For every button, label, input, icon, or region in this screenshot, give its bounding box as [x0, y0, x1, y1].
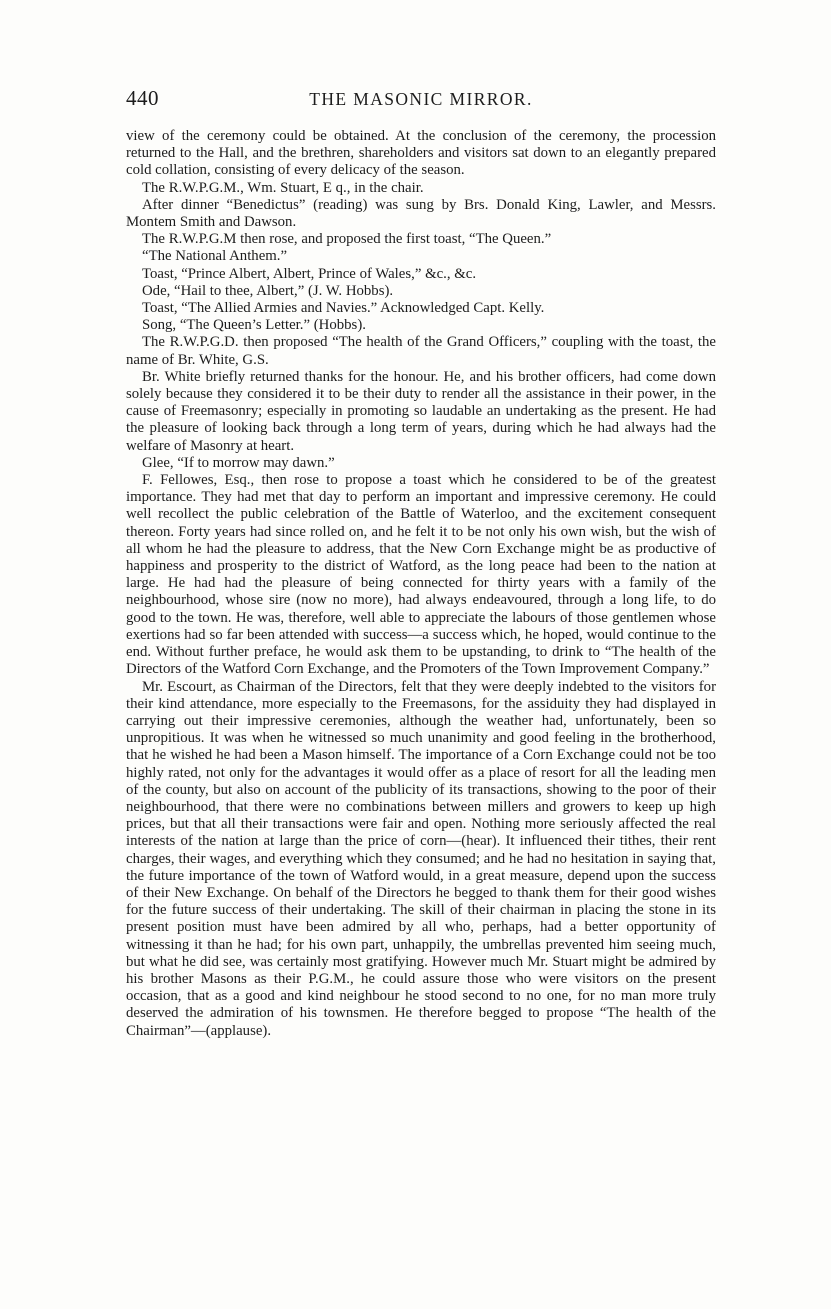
paragraph-fellowes: F. Fellowes, Esq., then rose to propose a toast which he considered to be of the greatest importance. They had met that day to perform an important and impressive ceremony. He could well recollect the public celebration of the Battle of Waterloo, and the excitement consequent thereon. Forty years had since rolled on, and he felt it to be not only his own wish, but the wish of all whom he had the pleasure to address, that the New Corn Exchange might be as productive of happiness and prosperity to the district of Watford, as the long peace had been to the nation at large. He had had the pleasure of being connected for thirty years with a family of the neighbourhood, whose sire (now no more), had always endeavoured, through a long life, to do good to the town. He was, therefore, well able to appreciate the labours of those gentlemen whose exertions had so far been attended with success—a success which, he hoped, would continue to the end. Without further preface, he would ask them to be upstanding, to drink to “The health of the Directors of the Watford Corn Exchange, and the Promoters of the Town Improvement Company.” — [126, 472, 716, 678]
paragraph-prince-toast: Toast, “Prince Albert, Albert, Prince of Wales,” &c., &c. — [142, 265, 477, 282]
paragraph-armies-toast: Toast, “The Allied Armies and Navies.” Acknowledged Capt. Kelly. — [142, 300, 545, 317]
paragraph-grand-officers: The R.W.P.G.D. then proposed “The health of the Grand Officers,” coupling with the toast, the name of Br. White, G.S. — [126, 334, 716, 368]
paragraph-glee: Glee, “If to morrow may dawn.” — [142, 454, 335, 471]
article-body — [126, 128, 716, 1040]
paragraph-anthem: “The National Anthem.” — [142, 248, 288, 265]
paragraph-benedictus: After dinner “Benedictus” (reading) was sung by Brs. Donald King, Lawler, and Messrs. Montem Smith and Dawson. — [126, 196, 716, 231]
paragraph-escourt: Mr. Escourt, as Chairman of the Directors, felt that they were deeply indebted to the visitors for their kind attendance, more especially to the Freemasons, for the assiduity they had displayed in carrying out their impressive ceremonies, although the weather had, unfortunately, been so unpropitious. It was when he witnessed so much unanimity and good feeling in the brotherhood, that he wished he had been a Mason himself. The importance of a Corn Exchange could not be too highly rated, not only for the advantages it would offer as a place of resort for all the leading men of the county, but also on account of the publicity of its transactions, showing to the poor of their neighbourhood, that there were no combinations between millers and growers to keep up high prices, but that all their transactions were fair and open. Nothing more seriously affected the real interests of the nation at large than the price of corn—(hear). It influenced their tithes, their rent charges, their wages, and everything which they consumed; and he had no hesitation in saying that, the future importance of the town of Watford would, in a great measure, depend upon the success of their New Exchange. On behalf of the Directors he begged to thank them for their good wishes for the future success of their undertaking. The skill of their chairman in placing the stone in its present position must have been admired by all who, perhaps, had a better opportunity of witnessing it than he had; for his own part, unhappily, the umbrellas prevented him seeing much, but what he did see, was certainly most gratifying. However much Mr. Stuart might be admired by his brother Masons as their P.G.M., he could assure those who were visitors on the present occasion, that as a good and kind neighbour he stood second to no one, for no man more truly deserved the admiration of his townsmen. He therefore begged to propose “The health of the Chairman”—(applause). — [126, 678, 716, 1039]
page-number: 440 — [126, 86, 159, 110]
paragraph-queen-toast: The R.W.P.G.M then rose, and proposed the first toast, “The Queen.” — [142, 231, 552, 248]
running-head — [126, 86, 716, 116]
journal-title: THE MASONIC MIRROR. — [309, 89, 533, 109]
paragraph-continuation: view of the ceremony could be obtained. At the conclusion of the ceremony, the procession returned to the Hall, and the brethren, shareholders and visitors sat down to an elegantly prepared cold collation, consisting of every delicacy of the season. — [126, 128, 716, 179]
paragraph-ode: Ode, “Hail to thee, Albert,” (J. W. Hobbs). — [142, 282, 394, 299]
paragraph-song: Song, “The Queen’s Letter.” (Hobbs). — [142, 317, 366, 334]
paragraph-br-white: Br. White briefly returned thanks for the honour. He, and his brother officers, had come down solely because they considered it to be their duty to render all the assistance in their power, in the cause of Freemasonry; especially in promoting so laudable an undertaking as the present. He had the pleasure of looking back through a long term of years, during which he had always had the welfare of Masonry at heart. — [126, 368, 716, 454]
paragraph-chair: The R.W.P.G.M., Wm. Stuart, E q., in the chair. — [142, 179, 424, 196]
